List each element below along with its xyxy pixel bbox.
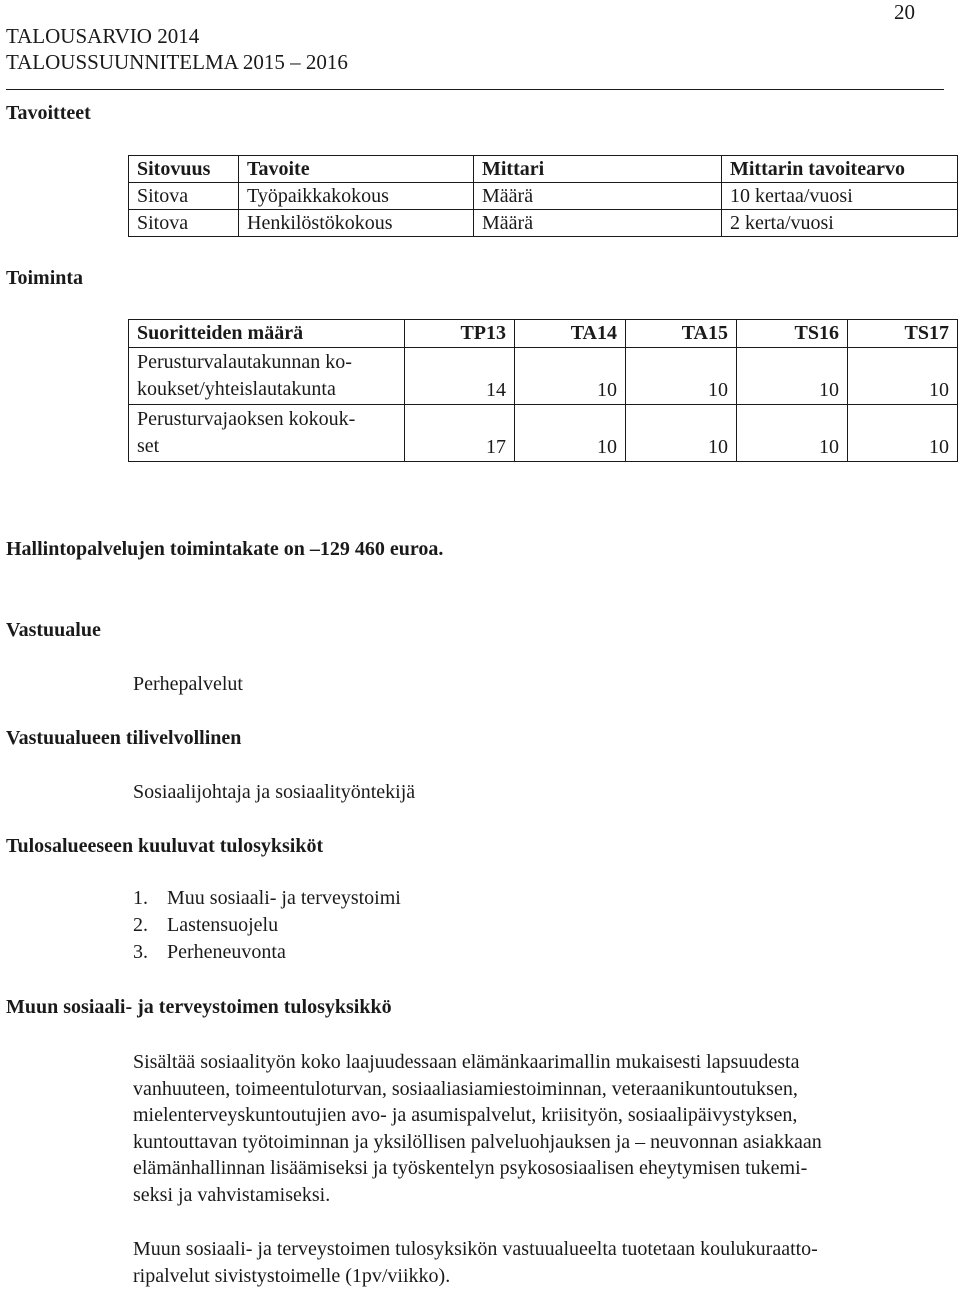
list-item-text: Perheneuvonta [167,941,286,963]
table-cell: 10 kertaa/vuosi [722,183,958,210]
table-cell: 10 [848,348,958,405]
performance-table [128,319,958,462]
table-cell: Henkilöstökokous [239,210,474,237]
header-budget-title: TALOUSARVIO 2014 [6,24,200,48]
goals-header-cell: Mittari [474,156,722,183]
table-cell: 2 kerta/vuosi [722,210,958,237]
operating-margin-statement: Hallintopalvelujen toimintakate on –129 460 euroa. [6,538,444,560]
paragraph-line: seksi ja vahvistamiseksi. [133,1183,331,1206]
heading-toiminta: Toiminta [6,267,84,289]
table-row [129,183,958,210]
table-cell: 10 [626,405,737,462]
heading-tulosyksikot: Tulosalueeseen kuuluvat tulosyksiköt [6,835,324,857]
goals-header-cell: Mittarin tavoitearvo [722,156,958,183]
table-cell: 10 [626,348,737,405]
performance-header-cell: TA15 [626,320,737,348]
table-cell: Sitova [129,183,239,210]
performance-header-cell: Suoritteiden määrä [129,320,405,348]
paragraph-line: ripalvelut sivistystoimelle (1pv/viikko). [133,1264,451,1287]
performance-header-cell: TA14 [515,320,626,348]
table-row [129,210,958,237]
goals-table [128,155,958,237]
table-cell: Työpaikkakokous [239,183,474,210]
table-cell: 10 [515,405,626,462]
table-cell: 14 [405,348,515,405]
heading-tavoitteet: Tavoitteet [6,102,91,124]
table-cell [129,405,405,462]
table-cell: Määrä [474,183,722,210]
table-row [129,405,958,462]
table-cell: 10 [737,348,848,405]
heading-tilivelvollinen: Vastuualueen tilivelvollinen [6,727,242,749]
heading-muun-tulosyksikko: Muun sosiaali- ja terveystoimen tulosyksikkö [6,996,392,1018]
performance-header-cell: TP13 [405,320,515,348]
table-cell [129,348,405,405]
page-number: 20 [894,0,915,24]
list-item-text: Lastensuojelu [167,914,279,936]
table-cell: Määrä [474,210,722,237]
list-item [133,939,401,966]
list-item-number: 1. [133,887,148,909]
list-item-text: Muu sosiaali- ja terveystoimi [167,887,401,909]
table-cell: 17 [405,405,515,462]
list-item-number: 2. [133,914,148,936]
list-item [133,885,401,912]
heading-vastuualue: Vastuualue [6,619,101,641]
vastuualue-value: Perhepalvelut [133,673,243,695]
paragraph-line: mielenterveyskuntoutujien avo- ja asumispalvelut, kriisityön, sosiaalipäivystyksen, [133,1104,798,1126]
units-list [133,885,401,966]
performance-header-cell: TS17 [848,320,958,348]
table-cell: Sitova [129,210,239,237]
table-cell: 10 [848,405,958,462]
table-cell: 10 [737,405,848,462]
list-item-number: 3. [133,941,148,963]
paragraph-line: Sisältää sosiaalityön koko laajuudessaan elämänkaarimallin mukaisesti lapsuudesta [133,1051,800,1073]
list-item [133,912,401,939]
school-curator-paragraph [133,1236,933,1289]
header-rule [6,89,944,90]
goals-header-cell: Sitovuus [129,156,239,183]
header-plan-title: TALOUSSUUNNITELMA 2015 – 2016 [6,50,348,74]
paragraph-line: vanhuuteen, toimeentuloturvan, sosiaaliasiamiestoiminnan, veteraanikuntoutuksen, [133,1077,798,1100]
goals-header-cell: Tavoite [239,156,474,183]
goals-header-row [129,156,958,183]
paragraph-line: kuntouttavan työtoiminnan ja yksilöllisen palveluohjauksen ja – neuvonnan asiakkaan [133,1130,822,1153]
tilivelvollinen-value: Sosiaalijohtaja ja sosiaalityöntekijä [133,781,416,803]
table-row [129,348,958,405]
performance-header-cell: TS16 [737,320,848,348]
paragraph-line: elämänhallinnan lisäämiseksi ja työskentelyn psykososiaalisen eheytymisen tukemi- [133,1157,808,1179]
row-label-line: set [137,435,160,457]
table-cell: 10 [515,348,626,405]
row-label-line: Perusturvajaoksen kokouk- [137,408,356,430]
performance-header-row [129,320,958,348]
description-paragraph [133,1049,933,1208]
row-label-line: koukset/yhteislautakunta [137,378,336,400]
paragraph-line: Muun sosiaali- ja terveystoimen tulosyksikön vastuualueelta tuotetaan koulukuraatto- [133,1238,818,1260]
row-label-line: Perusturvalautakunnan ko- [137,351,352,373]
